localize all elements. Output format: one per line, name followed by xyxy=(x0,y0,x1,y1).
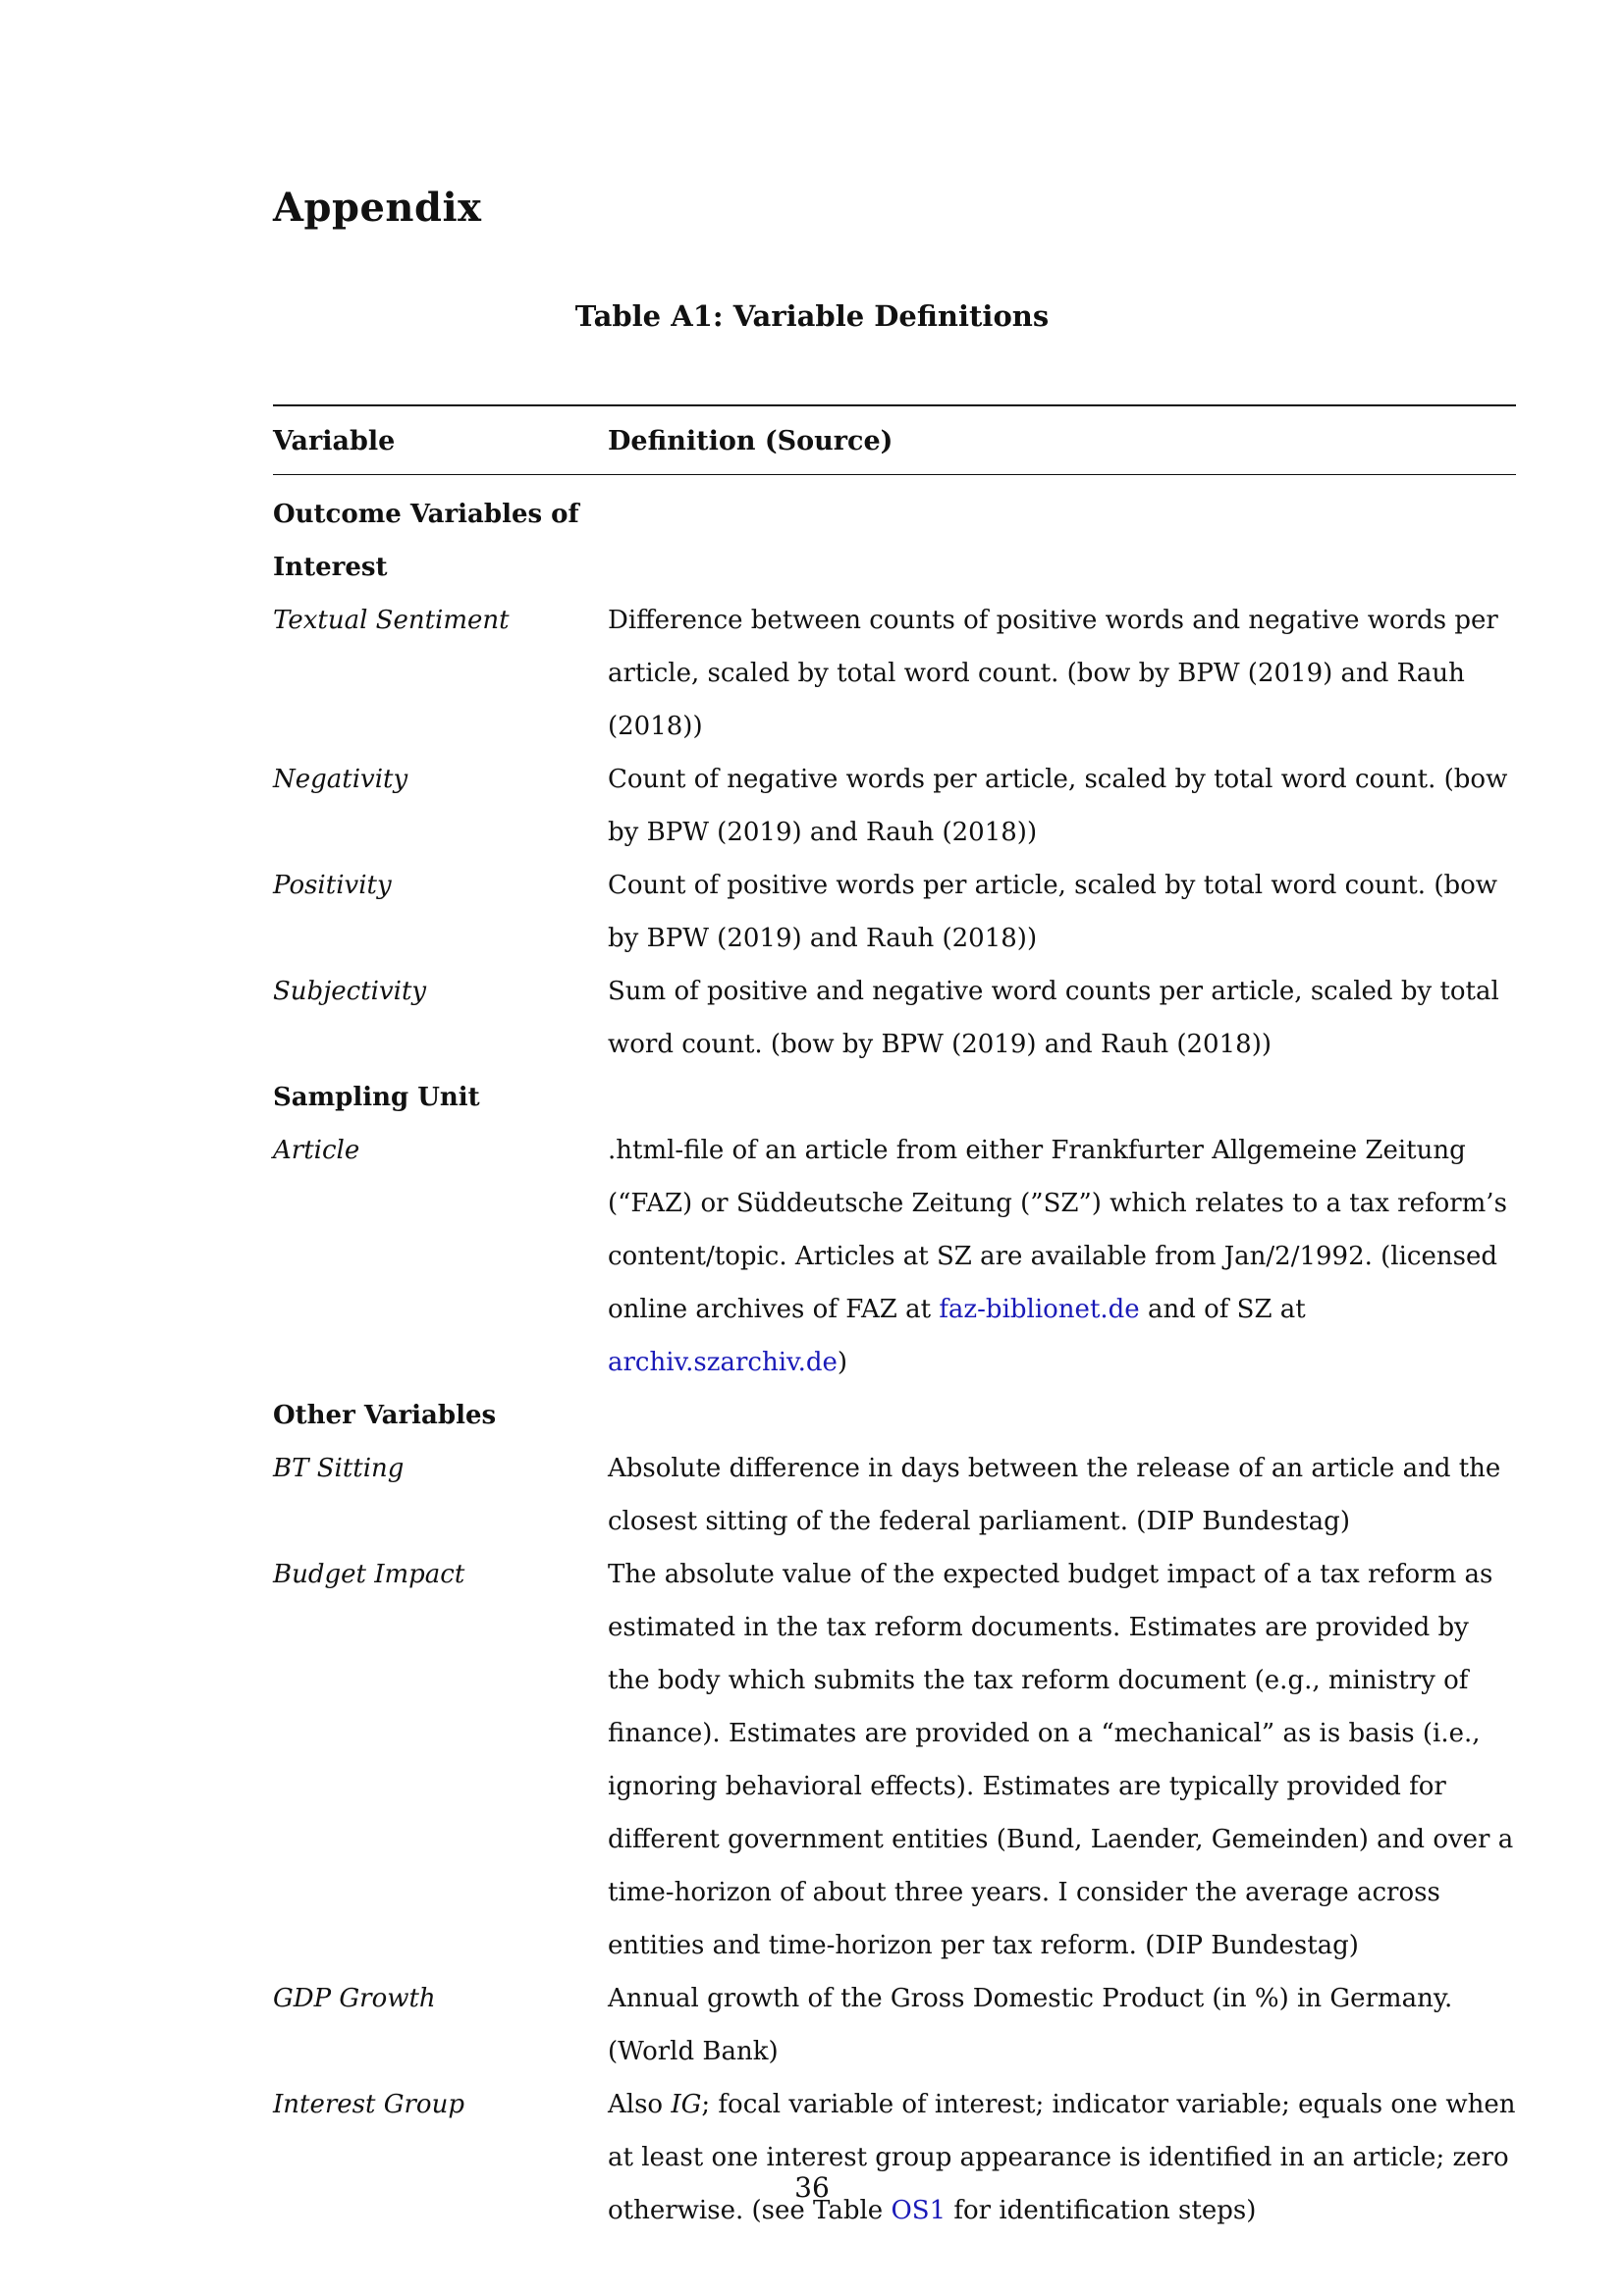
section-header xyxy=(273,488,1516,594)
variable-name: Textual Sentiment xyxy=(273,606,510,635)
variable-definition: Count of negative words per article, scaled by total word count. (bow by BPW (2019) and Rauh (2018)) xyxy=(608,765,1508,847)
section-header xyxy=(273,1389,1516,1442)
ig-abbreviation: IG xyxy=(671,2090,702,2119)
table-row xyxy=(273,753,1516,859)
table-caption: Table A1: Variable Definitions xyxy=(574,299,1050,333)
variable-definition: Sum of positive and negative word counts per article, scaled by total word count. (bow by BPW (2019) and Rauh (2018)) xyxy=(608,977,1499,1059)
variable-name: Subjectivity xyxy=(273,977,427,1006)
section-header xyxy=(273,1071,1516,1124)
variable-name: Budget Impact xyxy=(273,1560,465,1589)
variable-name: BT Sitting xyxy=(273,1454,405,1483)
faz-archive-link[interactable]: faz-biblionet.de xyxy=(939,1295,1140,1324)
table-row xyxy=(273,965,1516,1071)
variable-definition xyxy=(608,1124,1516,1389)
variable-name: GDP Growth xyxy=(273,1984,436,2013)
table-top-rule xyxy=(273,404,1516,406)
definition-text: for identification steps) xyxy=(946,2196,1257,2225)
definition-text: and of SZ at xyxy=(1139,1295,1306,1324)
column-header-variable: Variable xyxy=(273,426,396,456)
section-title-other: Other Variables xyxy=(273,1401,497,1430)
definition-text: Also xyxy=(608,2090,672,2119)
section-title-outcome: Outcome Variables of Interest xyxy=(273,500,579,582)
table-row xyxy=(273,1442,1516,1548)
variable-definition xyxy=(608,2078,1516,2237)
table-row xyxy=(273,1972,1516,2078)
variable-name: Article xyxy=(273,1136,360,1165)
table-body xyxy=(273,488,1516,2237)
variable-definition: Absolute difference in days between the release of an article and the closest sitting of the federal parliament. (DIP Bundestag) xyxy=(608,1454,1501,1536)
table-header-rule xyxy=(273,474,1516,475)
table-os1-link[interactable]: OS1 xyxy=(891,2196,947,2225)
variable-definition: Count of positive words per article, scaled by total word count. (bow by BPW (2019) and Rauh (2018)) xyxy=(608,871,1498,953)
variable-name: Negativity xyxy=(273,765,408,794)
table-row xyxy=(273,859,1516,965)
variable-definition: Annual growth of the Gross Domestic Product (in %) in Germany. (World Bank) xyxy=(608,1984,1453,2066)
appendix-heading: Appendix xyxy=(273,185,482,231)
table-row xyxy=(273,1124,1516,1389)
table-row xyxy=(273,1548,1516,1972)
page-number: 36 xyxy=(794,2171,830,2204)
table-row xyxy=(273,2078,1516,2237)
table-row xyxy=(273,594,1516,753)
column-header-definition: Definition (Source) xyxy=(608,426,893,456)
variable-definition: Difference between counts of positive words and negative words per article, scaled by total word count. (bow by BPW (2019) and Rauh (2018)) xyxy=(608,606,1498,741)
definition-text: ; focal variable of interest; indicator variable; equals one when at least one interest group appearance is identified in an article; zero otherwise. (see Table xyxy=(608,2090,1516,2225)
variable-name: Positivity xyxy=(273,871,392,900)
sz-archive-link[interactable]: archiv.szarchiv.de xyxy=(608,1348,838,1377)
definition-text: ) xyxy=(837,1348,848,1377)
definition-text: .html-file of an article from either Frankfurter Allgemeine Zeitung (“FAZ) or Süddeutsche Zeitung (”SZ”) which relates to a tax reform’s content/topic. Articles at SZ are available from Jan/2/1992. (licensed online archives of FAZ at xyxy=(608,1136,1507,1324)
section-title-sampling: Sampling Unit xyxy=(273,1083,480,1112)
variable-name: Interest Group xyxy=(273,2090,464,2119)
variable-definition: The absolute value of the expected budget impact of a tax reform as estimated in the tax reform documents. Estimates are provided by the body which submits the tax reform document (e.g., ministry of finance). Estimates are provided on a “mechanical” as is basis (i.e., ignoring behavioral effects). Estimates are typically provided for different government entities (Bund, Laender, Gemeinden) and over a time-horizon of about three years. I consider the average across entities and time-horizon per tax reform. (DIP Bundestag) xyxy=(608,1560,1514,1960)
